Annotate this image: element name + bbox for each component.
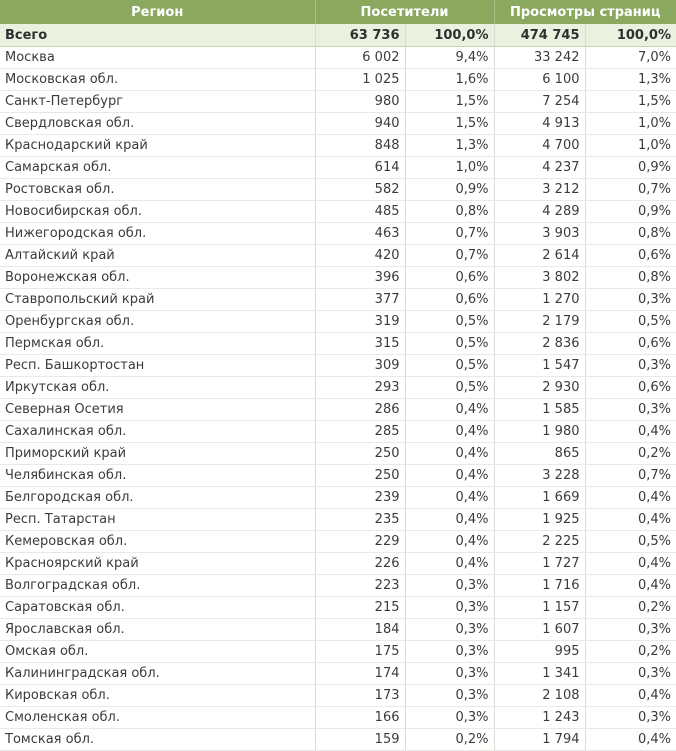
cell-pageviews-percent: 0,2% [585,443,676,465]
cell-region: Иркутская обл. [0,377,315,399]
cell-pageviews: 4 913 [494,113,585,135]
cell-pageviews-percent: 0,4% [585,685,676,707]
cell-visitors-percent: 0,4% [405,553,494,575]
cell-pageviews-percent: 0,8% [585,223,676,245]
cell-region: Белгородская обл. [0,487,315,509]
cell-pageviews-percent: 0,7% [585,465,676,487]
cell-pageviews: 1 547 [494,355,585,377]
table-row [0,47,676,69]
cell-visitors-percent: 0,5% [405,333,494,355]
cell-pageviews: 1 157 [494,597,585,619]
cell-pageviews-percent: 0,3% [585,289,676,311]
table-row [0,487,676,509]
cell-region: Кировская обл. [0,685,315,707]
cell-pageviews-percent: 0,3% [585,663,676,685]
cell-visitors: 315 [315,333,405,355]
cell-visitors-percent: 0,7% [405,223,494,245]
cell-pageviews-percent: 0,4% [585,575,676,597]
cell-visitors-percent: 0,5% [405,377,494,399]
cell-pageviews: 33 242 [494,47,585,69]
cell-pageviews-percent: 0,3% [585,619,676,641]
table-row [0,685,676,707]
cell-pageviews-percent: 0,9% [585,201,676,223]
cell-visitors: 239 [315,487,405,509]
cell-visitors: 309 [315,355,405,377]
cell-pageviews-percent: 0,3% [585,355,676,377]
cell-visitors-percent: 0,5% [405,355,494,377]
cell-pageviews-percent: 0,5% [585,531,676,553]
cell-pageviews: 2 836 [494,333,585,355]
table-row [0,333,676,355]
cell-pageviews-percent: 0,3% [585,399,676,421]
total-pageviews: 474 745 [494,24,585,47]
cell-region: Кемеровская обл. [0,531,315,553]
cell-pageviews: 2 930 [494,377,585,399]
table-row [0,729,676,751]
cell-visitors-percent: 0,3% [405,575,494,597]
cell-visitors: 286 [315,399,405,421]
cell-visitors: 235 [315,509,405,531]
cell-visitors: 223 [315,575,405,597]
cell-pageviews-percent: 0,2% [585,641,676,663]
cell-pageviews: 3 802 [494,267,585,289]
cell-pageviews-percent: 1,3% [585,69,676,91]
cell-visitors-percent: 1,0% [405,157,494,179]
table-row [0,311,676,333]
cell-pageviews-percent: 0,4% [585,487,676,509]
cell-pageviews: 865 [494,443,585,465]
table-row [0,509,676,531]
cell-pageviews: 1 243 [494,707,585,729]
cell-pageviews-percent: 0,8% [585,267,676,289]
cell-region: Оренбургская обл. [0,311,315,333]
cell-region: Респ. Башкортостан [0,355,315,377]
table-row [0,575,676,597]
cell-visitors-percent: 1,3% [405,135,494,157]
cell-pageviews-percent: 0,6% [585,333,676,355]
cell-region: Калининградская обл. [0,663,315,685]
table-row [0,465,676,487]
cell-region: Нижегородская обл. [0,223,315,245]
cell-visitors-percent: 1,5% [405,113,494,135]
cell-visitors: 173 [315,685,405,707]
table-row [0,399,676,421]
cell-visitors: 940 [315,113,405,135]
cell-visitors-percent: 0,4% [405,421,494,443]
cell-visitors: 229 [315,531,405,553]
cell-region: Санкт-Петербург [0,91,315,113]
table-row [0,619,676,641]
cell-pageviews: 4 289 [494,201,585,223]
cell-visitors: 159 [315,729,405,751]
table-row [0,597,676,619]
cell-visitors: 215 [315,597,405,619]
cell-pageviews: 995 [494,641,585,663]
table-row [0,69,676,91]
cell-pageviews-percent: 0,5% [585,311,676,333]
cell-pageviews-percent: 0,4% [585,729,676,751]
cell-pageviews: 1 270 [494,289,585,311]
cell-region: Новосибирская обл. [0,201,315,223]
cell-pageviews-percent: 0,3% [585,707,676,729]
cell-visitors: 396 [315,267,405,289]
table-row [0,201,676,223]
cell-visitors-percent: 0,6% [405,267,494,289]
cell-pageviews: 4 700 [494,135,585,157]
total-visitors: 63 736 [315,24,405,47]
cell-region: Ярославская обл. [0,619,315,641]
cell-visitors-percent: 1,5% [405,91,494,113]
cell-visitors-percent: 0,7% [405,245,494,267]
table-row [0,377,676,399]
cell-visitors-percent: 0,6% [405,289,494,311]
cell-pageviews: 1 669 [494,487,585,509]
cell-pageviews-percent: 1,0% [585,135,676,157]
cell-visitors-percent: 0,4% [405,465,494,487]
cell-pageviews: 2 179 [494,311,585,333]
cell-visitors-percent: 0,3% [405,663,494,685]
cell-visitors-percent: 0,4% [405,487,494,509]
cell-visitors-percent: 0,3% [405,641,494,663]
cell-visitors: 463 [315,223,405,245]
cell-visitors: 166 [315,707,405,729]
cell-region: Краснодарский край [0,135,315,157]
cell-visitors-percent: 0,8% [405,201,494,223]
cell-region: Красноярский край [0,553,315,575]
cell-region: Алтайский край [0,245,315,267]
table-row [0,245,676,267]
cell-visitors: 485 [315,201,405,223]
cell-pageviews-percent: 0,2% [585,597,676,619]
cell-region: Челябинская обл. [0,465,315,487]
cell-pageviews: 6 100 [494,69,585,91]
cell-visitors-percent: 0,3% [405,619,494,641]
total-row [0,24,676,47]
table-row [0,421,676,443]
table-row [0,267,676,289]
cell-region: Свердловская обл. [0,113,315,135]
cell-visitors-percent: 0,4% [405,531,494,553]
table-body [0,24,676,751]
cell-region: Омская обл. [0,641,315,663]
cell-pageviews: 4 237 [494,157,585,179]
cell-region: Ростовская обл. [0,179,315,201]
table-row [0,641,676,663]
table-row [0,707,676,729]
table-row [0,443,676,465]
cell-visitors-percent: 0,5% [405,311,494,333]
cell-visitors: 582 [315,179,405,201]
cell-region: Воронежская обл. [0,267,315,289]
cell-pageviews-percent: 0,9% [585,157,676,179]
cell-pageviews-percent: 0,7% [585,179,676,201]
cell-visitors: 614 [315,157,405,179]
cell-visitors: 184 [315,619,405,641]
cell-visitors: 319 [315,311,405,333]
cell-visitors-percent: 9,4% [405,47,494,69]
table-row [0,179,676,201]
cell-visitors-percent: 0,4% [405,509,494,531]
cell-pageviews: 2 225 [494,531,585,553]
cell-visitors: 250 [315,443,405,465]
cell-pageviews: 1 585 [494,399,585,421]
cell-visitors-percent: 0,3% [405,685,494,707]
cell-region: Волгоградская обл. [0,575,315,597]
cell-region: Смоленская обл. [0,707,315,729]
cell-visitors: 377 [315,289,405,311]
total-label: Всего [0,24,315,47]
cell-pageviews-percent: 0,6% [585,245,676,267]
column-header-region[interactable]: Регион [0,0,315,24]
cell-visitors-percent: 0,4% [405,399,494,421]
cell-pageviews-percent: 0,6% [585,377,676,399]
cell-region: Томская обл. [0,729,315,751]
table-row [0,355,676,377]
cell-pageviews-percent: 7,0% [585,47,676,69]
cell-region: Саратовская обл. [0,597,315,619]
cell-visitors: 980 [315,91,405,113]
cell-pageviews-percent: 0,4% [585,509,676,531]
cell-pageviews: 3 212 [494,179,585,201]
table-row [0,113,676,135]
cell-pageviews: 2 108 [494,685,585,707]
cell-region: Северная Осетия [0,399,315,421]
cell-visitors-percent: 0,2% [405,729,494,751]
cell-visitors: 175 [315,641,405,663]
cell-visitors: 420 [315,245,405,267]
cell-visitors: 6 002 [315,47,405,69]
cell-region: Приморский край [0,443,315,465]
cell-visitors-percent: 0,9% [405,179,494,201]
cell-region: Ставропольский край [0,289,315,311]
cell-visitors-percent: 0,3% [405,707,494,729]
cell-region: Москва [0,47,315,69]
column-header-visitors[interactable]: Посетители [315,0,494,24]
total-pageviews-percent: 100,0% [585,24,676,47]
cell-region: Респ. Татарстан [0,509,315,531]
cell-visitors: 1 025 [315,69,405,91]
cell-visitors: 226 [315,553,405,575]
cell-visitors-percent: 1,6% [405,69,494,91]
cell-pageviews: 1 925 [494,509,585,531]
cell-visitors: 285 [315,421,405,443]
cell-pageviews: 1 980 [494,421,585,443]
cell-pageviews: 1 727 [494,553,585,575]
cell-visitors: 848 [315,135,405,157]
cell-region: Самарская обл. [0,157,315,179]
cell-pageviews: 1 607 [494,619,585,641]
table-row [0,289,676,311]
table-row [0,135,676,157]
cell-pageviews: 7 254 [494,91,585,113]
cell-pageviews: 1 716 [494,575,585,597]
total-visitors-percent: 100,0% [405,24,494,47]
table-row [0,663,676,685]
table-row [0,157,676,179]
cell-visitors-percent: 0,4% [405,443,494,465]
column-header-pageviews[interactable]: Просмотры страниц [494,0,676,24]
cell-pageviews: 1 341 [494,663,585,685]
table-row [0,223,676,245]
cell-pageviews: 3 228 [494,465,585,487]
cell-pageviews-percent: 0,4% [585,421,676,443]
cell-visitors: 293 [315,377,405,399]
cell-pageviews-percent: 0,4% [585,553,676,575]
table-row [0,553,676,575]
table-row [0,91,676,113]
cell-pageviews-percent: 1,5% [585,91,676,113]
cell-visitors-percent: 0,3% [405,597,494,619]
cell-pageviews-percent: 1,0% [585,113,676,135]
cell-visitors: 174 [315,663,405,685]
cell-pageviews: 1 794 [494,729,585,751]
cell-region: Московская обл. [0,69,315,91]
cell-region: Сахалинская обл. [0,421,315,443]
table-row [0,531,676,553]
cell-visitors: 250 [315,465,405,487]
table-header [0,0,676,24]
cell-pageviews: 3 903 [494,223,585,245]
cell-region: Пермская обл. [0,333,315,355]
cell-pageviews: 2 614 [494,245,585,267]
